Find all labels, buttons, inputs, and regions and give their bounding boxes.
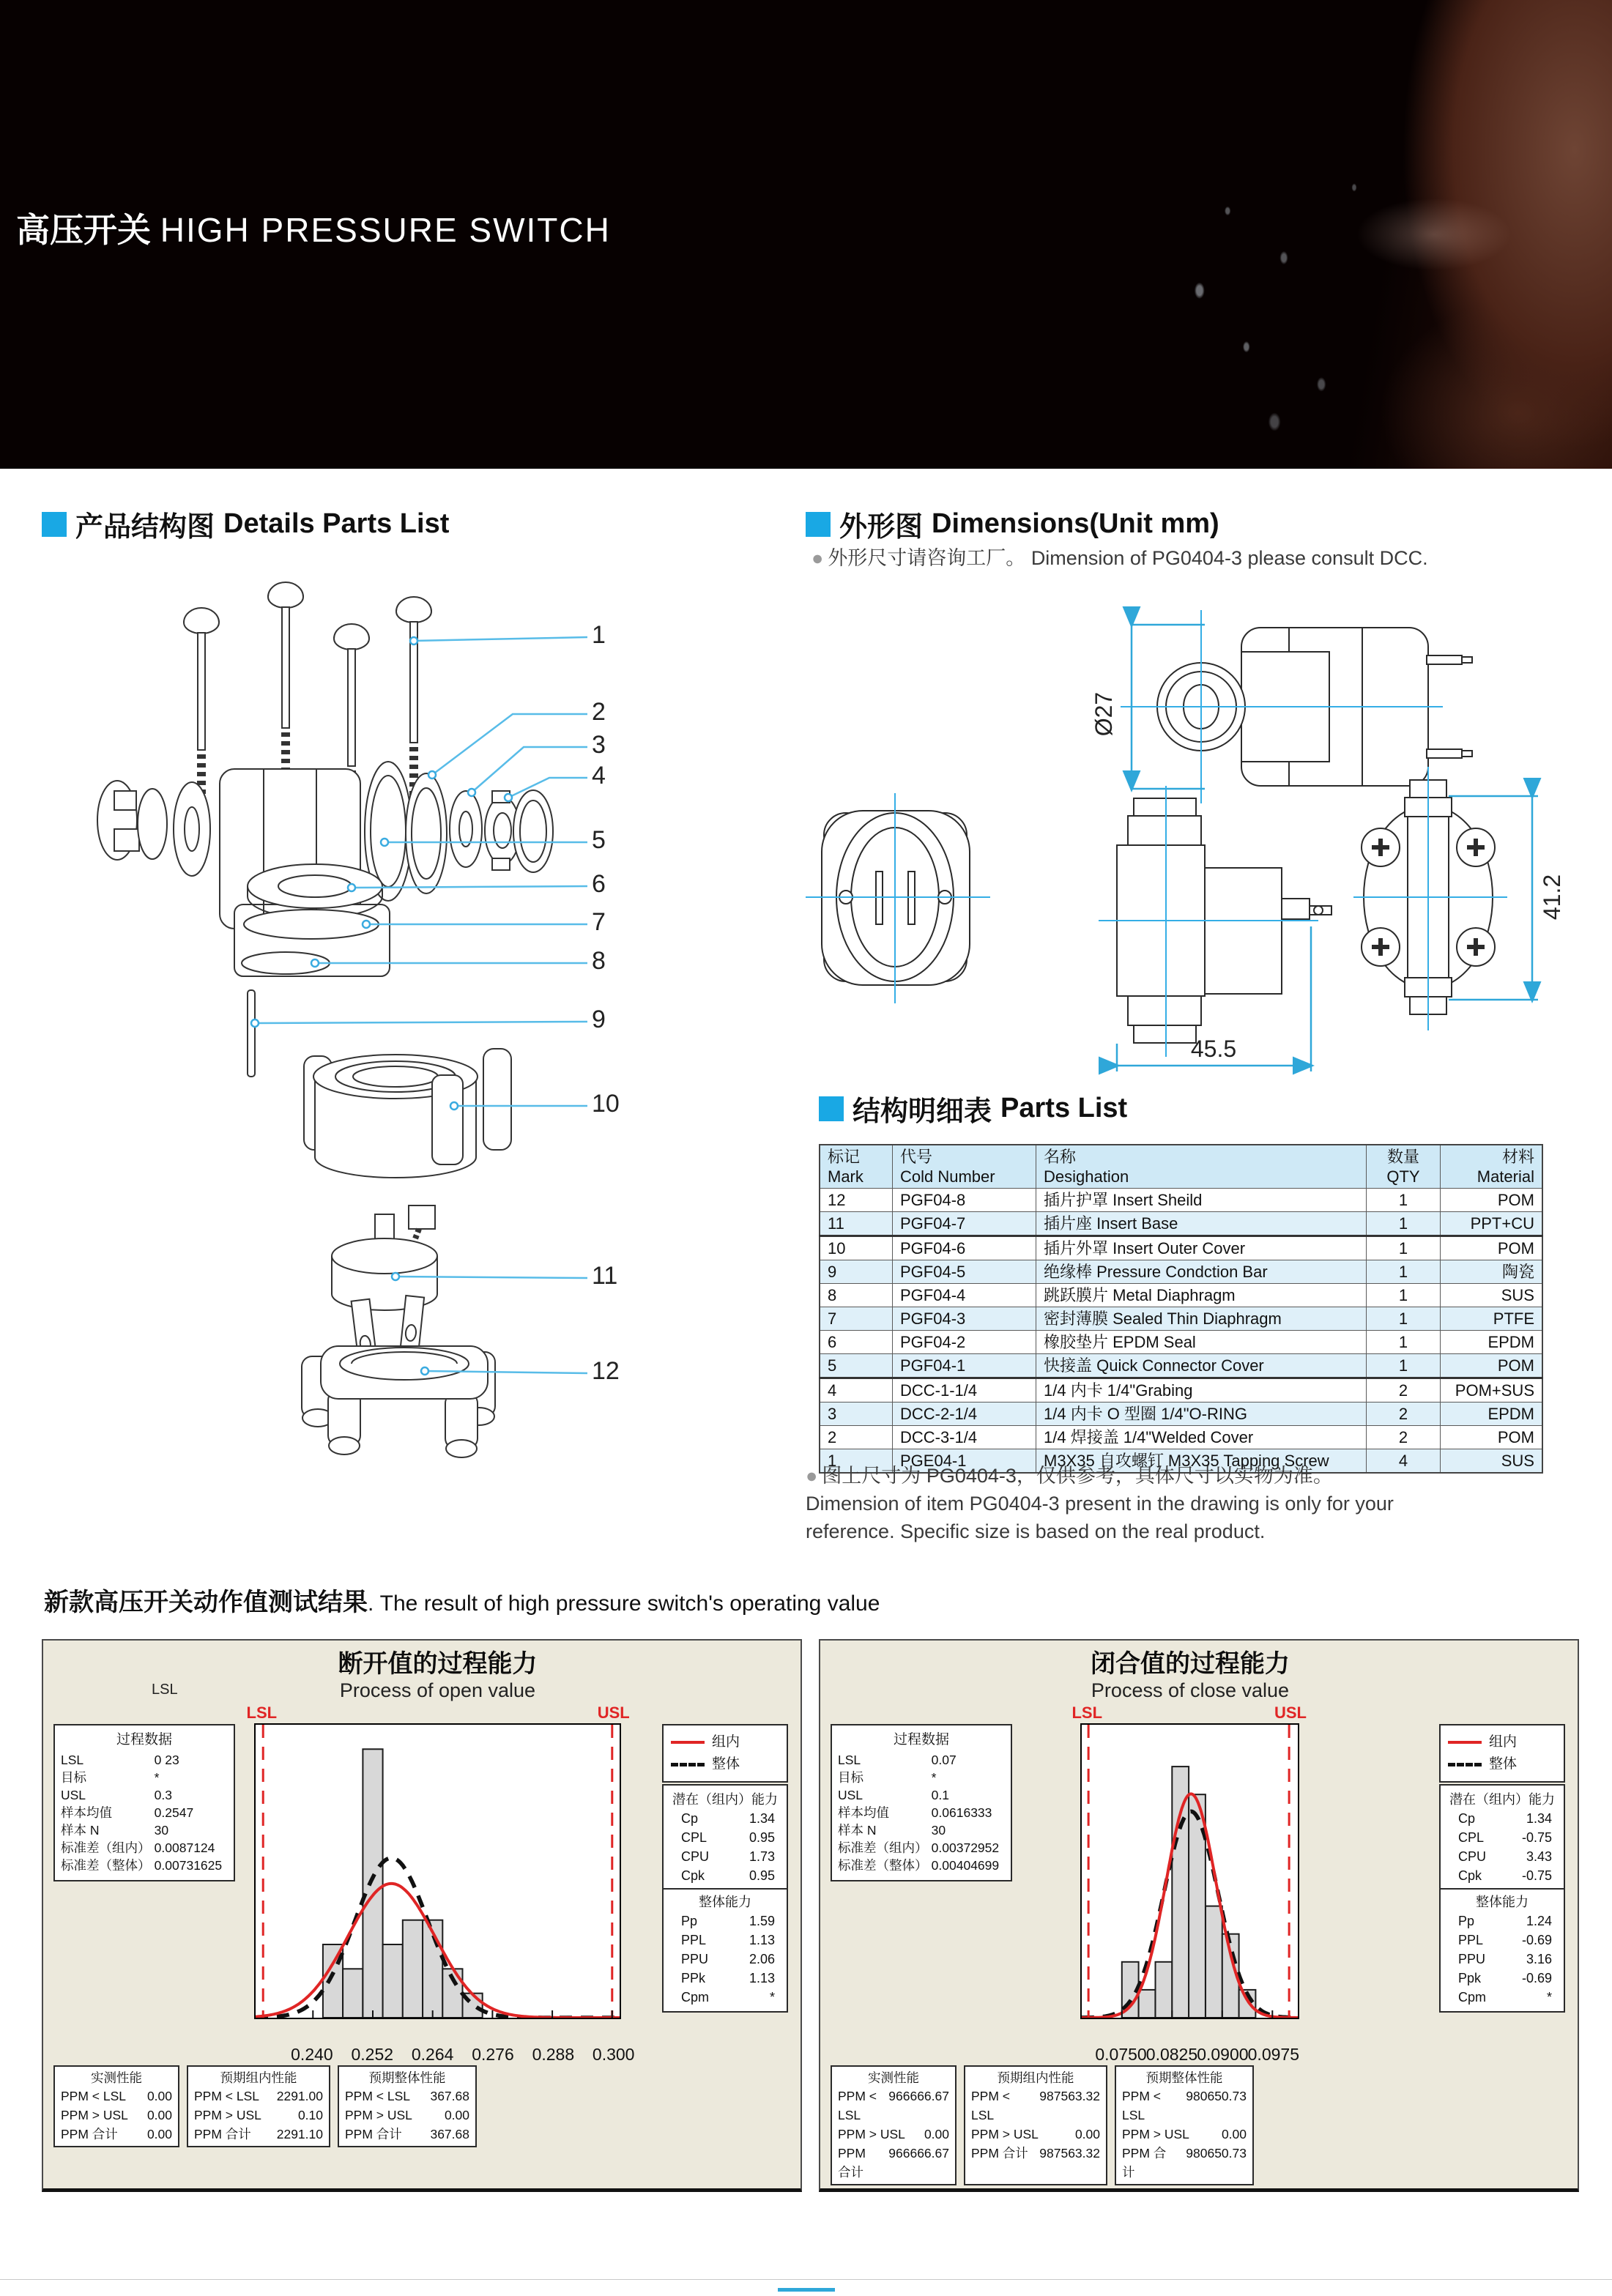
ppm-row: PPM < LSL 0.00 <box>61 2089 172 2103</box>
bullet-icon: ● <box>806 1465 818 1487</box>
ppm-row: PPM > USL 0.00 <box>838 2127 949 2141</box>
footer-accent <box>778 2288 835 2292</box>
stats-row: USL 0.1 <box>838 1788 949 1802</box>
capability-row: PPk 1.13 <box>681 1971 775 1985</box>
ppm-row: PPM < LSL 367.68 <box>345 2089 469 2103</box>
diaphragm-icon <box>244 910 379 939</box>
capability-row: PPL -0.69 <box>1458 1933 1552 1947</box>
section-parts-diagram-en: Details Parts List <box>223 508 450 539</box>
section-parts-list <box>819 1088 1127 1129</box>
capability-box: 潜在（组内）能力 Cp 1.34 CPL -0.75 CPU 3.43 Cpk -0.75 整体能力 Pp 1.24 PPL -0.69 PPU 3.16 Ppk -0.69 Cpm * <box>1439 1784 1565 2013</box>
parts-list-note: ● 图上尺寸为 PG0404-3，仅供参考，具体尺寸以实物为准。 Dimension of item PG0404-3 present in the drawing is only for your reference. Specific size is based on the real product. <box>806 1465 1394 1542</box>
x-axis: 0.0750 0.0825 0.0900 0.0975 <box>1095 2045 1299 2064</box>
section-dimensions-zh: 外形图 <box>839 512 924 543</box>
stats-row: LSL 0 23 <box>61 1753 179 1767</box>
callout-6: 6 <box>592 870 606 898</box>
callout-7: 7 <box>592 908 606 936</box>
switch-icon <box>332 1205 437 1368</box>
process-data-box: 过程数据 LSL 0.07 目标 * USL 0.1 样本均值 0.0616333 样本 N 30 标准差（组内） 0.00372952 标准差（整体） 0.00404699 <box>831 1724 1012 1881</box>
observed-performance: 实测性能 PPM < LSL 966666.67 PPM > USL 0.00 PPM 合计 966666.67 <box>831 2065 957 2185</box>
table-row: 1 PGE04-1 M3X35 自攻螺钉 M3X35 Tapping Screw 4 SUS <box>820 1449 1542 1474</box>
page-title <box>16 204 611 252</box>
table-row: 2 DCC-3-1/4 1/4 焊接盖 1/4"Welded Cover 2 POM <box>820 1426 1542 1449</box>
capability-row: PPU 3.16 <box>1458 1952 1552 1966</box>
capability-row: Pp 1.59 <box>681 1914 775 1928</box>
bullet-icon: ● <box>811 547 824 569</box>
table-row: 11 PGF04-7 插片座 Insert Base 1 PPT+CU <box>820 1212 1542 1236</box>
ring-stack-icon <box>406 773 553 893</box>
results-heading: 新款高压开关动作值测试结果. The result of high pressure switch's operating value <box>44 1589 880 1616</box>
chart-title: 断开值的过程能力 Process of open value <box>338 1650 538 1701</box>
capability-row: CPU 3.43 <box>1458 1849 1552 1864</box>
capability-row: PPL 1.13 <box>681 1933 775 1947</box>
expected-overall-performance: 预期整体性能 PPM < LSL 980650.73 PPM > USL 0.00 PPM 合计 980650.73 <box>1115 2065 1254 2185</box>
section-square-icon <box>806 512 831 537</box>
chart-close-value <box>819 1639 1579 2192</box>
legend-overall: 整体 <box>671 1753 779 1775</box>
stats-row: 样本均值 0.0616333 <box>838 1805 992 1820</box>
callout-5: 5 <box>592 826 606 854</box>
plot-area <box>246 1704 630 2019</box>
chart-title: 闭合值的过程能力 Process of close value <box>1091 1650 1290 1701</box>
callout-3: 3 <box>592 731 606 759</box>
capability-row: Cpm * <box>681 1990 775 2005</box>
capability-row: PPU 2.06 <box>681 1952 775 1966</box>
table-row: 12 PGF04-8 插片护罩 Insert Sheild 1 POM <box>820 1189 1542 1212</box>
floating-lsl-label: LSL <box>152 1682 178 1698</box>
callout-12: 12 <box>592 1357 620 1385</box>
footer-rule <box>0 2279 1612 2280</box>
section-parts-list-en: Parts List <box>1000 1093 1128 1123</box>
stats-row: 目标 * <box>838 1770 937 1785</box>
section-square-icon <box>42 512 67 537</box>
dimension-drawings <box>806 582 1604 1088</box>
rod-icon <box>248 990 255 1077</box>
dim-diameter-label: Ø27 <box>1091 691 1117 737</box>
histogram-svg <box>256 1725 620 2018</box>
performance-tables <box>831 2065 1254 2185</box>
table-row: 10 PGF04-6 插片外罩 Insert Outer Cover 1 POM <box>820 1236 1542 1260</box>
table-row: 5 PGF04-1 快接盖 Quick Connector Cover 1 POM <box>820 1354 1542 1378</box>
left-cap-icon <box>97 781 210 876</box>
stats-row: 标准差（组内） 0.00372952 <box>838 1840 1000 1855</box>
stats-row: 标准差（整体） 0.00404699 <box>838 1858 1000 1873</box>
histogram-svg <box>1082 1725 1298 2018</box>
section-dimensions-en: Dimensions(Unit mm) <box>932 508 1219 539</box>
ppm-row: PPM 合计 987563.32 <box>971 2146 1100 2161</box>
stats-row: 样本 N 30 <box>61 1823 169 1838</box>
section-dimensions <box>806 504 1219 544</box>
legend-overall: 整体 <box>1448 1753 1556 1775</box>
section-parts-list-zh: 结构明细表 <box>853 1096 992 1127</box>
chart-open-value <box>42 1639 802 2192</box>
capability-box: 潜在（组内）能力 Cp 1.34 CPL 0.95 CPU 1.73 Cpk 0.95 整体能力 Pp 1.59 PPL 1.13 PPU 2.06 PPk 1.13 Cpm * <box>662 1784 788 2013</box>
capability-row: Pp 1.24 <box>1458 1914 1552 1928</box>
parts-table <box>819 1144 1543 1474</box>
stats-row: 样本均值 0.2547 <box>61 1805 194 1820</box>
callout-8: 8 <box>592 947 606 975</box>
ppm-row: PPM 合计 980650.73 <box>1122 2146 1247 2180</box>
exploded-diagram <box>44 571 776 1509</box>
ppm-row: PPM > USL 0.00 <box>61 2108 172 2122</box>
dashed-line-icon <box>1448 1763 1482 1766</box>
ppm-row: PPM < LSL 987563.32 <box>971 2089 1100 2122</box>
dim-height-label: 41.2 <box>1539 874 1565 921</box>
parts-table-header-row: 标记 Mark 代号 Cold Number 名称 Desighation 数量 QTY 材料 Material <box>820 1145 1542 1189</box>
legend-within: 组内 <box>671 1731 779 1753</box>
legend <box>1439 1724 1565 1783</box>
capability-row: CPL 0.95 <box>681 1830 775 1845</box>
capability-row: CPU 1.73 <box>681 1849 775 1864</box>
expected-within-performance: 预期组内性能 PPM < LSL 2291.00 PPM > USL 0.10 PPM 合计 2291.10 <box>187 2065 330 2147</box>
callout-2: 2 <box>592 698 606 726</box>
stats-row: 标准差（组内） 0.0087124 <box>61 1840 215 1855</box>
table-row: 4 DCC-1-1/4 1/4 内卡 1/4"Grabing 2 POM+SUS <box>820 1378 1542 1403</box>
callout-4: 4 <box>592 762 606 790</box>
x-axis: 0.240 0.252 0.264 0.276 0.288 0.300 <box>291 2045 635 2064</box>
housing-icon <box>304 1049 511 1178</box>
lsl-label: LSL <box>246 1704 278 1722</box>
table-row: 6 PGF04-2 橡胶垫片 EPDM Seal 1 EPDM <box>820 1331 1542 1354</box>
table-row: 7 PGF04-3 密封薄膜 Sealed Thin Diaphragm 1 PTFE <box>820 1307 1542 1331</box>
capability-row: Cp 1.34 <box>681 1811 775 1826</box>
ppm-row: PPM < LSL 980650.73 <box>1122 2089 1247 2122</box>
capability-row: Cp 1.34 <box>1458 1811 1552 1826</box>
capability-row: Cpk -0.75 <box>1458 1868 1552 1883</box>
stats-row: USL 0.3 <box>61 1788 172 1802</box>
page-title-zh: 高压开关 <box>16 211 151 249</box>
callout-9: 9 <box>592 1006 606 1033</box>
ppm-row: PPM > USL 0.00 <box>1122 2127 1247 2141</box>
callout-1: 1 <box>592 621 606 649</box>
stats-row: 标准差（整体） 0.00731625 <box>61 1858 223 1873</box>
stats-row: 目标 * <box>61 1770 160 1785</box>
legend-within: 组内 <box>1448 1731 1556 1753</box>
ppm-row: PPM > USL 0.00 <box>345 2108 469 2122</box>
dim-width-label: 45.5 <box>1190 1036 1237 1062</box>
expected-within-performance: 预期组内性能 PPM < LSL 987563.32 PPM > USL 0.00 PPM 合计 987563.32 <box>964 2065 1107 2185</box>
ppm-row: PPM < LSL 2291.00 <box>194 2089 323 2103</box>
red-line-icon <box>1448 1741 1482 1744</box>
table-row: 3 DCC-2-1/4 1/4 内卡 O 型圈 1/4"O-RING 2 EPDM <box>820 1403 1542 1426</box>
usl-label: USL <box>1274 1704 1307 1722</box>
process-data-box: 过程数据 LSL 0 23 目标 * USL 0.3 样本均值 0.2547 样本 N 30 标准差（组内） 0.0087124 标准差（整体） 0.00731625 <box>53 1724 235 1881</box>
ppm-row: PPM > USL 0.00 <box>971 2127 1100 2141</box>
red-line-icon <box>671 1741 705 1744</box>
table-row: 9 PGF04-5 绝缘棒 Pressure Condction Bar 1 陶瓷 <box>820 1260 1542 1284</box>
stats-row: 样本 N 30 <box>838 1823 946 1838</box>
performance-tables <box>53 2065 477 2147</box>
capability-row: Cpk 0.95 <box>681 1868 775 1883</box>
lsl-label: LSL <box>1071 1704 1103 1722</box>
dashed-line-icon <box>671 1763 705 1766</box>
ppm-row: PPM 合计 0.00 <box>61 2127 172 2141</box>
section-square-icon <box>819 1096 844 1121</box>
ppm-row: PPM 合计 367.68 <box>345 2127 469 2141</box>
page-title-en: HIGH PRESSURE SWITCH <box>160 211 611 249</box>
observed-performance: 实测性能 PPM < LSL 0.00 PPM > USL 0.00 PPM 合计 0.00 <box>53 2065 179 2147</box>
base-cover-icon <box>302 1346 495 1457</box>
callout-10: 10 <box>592 1090 620 1118</box>
section-parts-diagram-zh: 产品结构图 <box>75 512 215 543</box>
hero-band <box>0 0 1612 469</box>
ppm-row: PPM 合计 2291.10 <box>194 2127 323 2141</box>
dimensions-note: ● 外形尺寸请咨询工厂。 Dimension of PG0404-3 please consult DCC. <box>811 547 1428 569</box>
plot-area <box>1071 1704 1307 2019</box>
capability-row: CPL -0.75 <box>1458 1830 1552 1845</box>
expected-overall-performance: 预期整体性能 PPM < LSL 367.68 PPM > USL 0.00 PPM 合计 367.68 <box>338 2065 477 2147</box>
stats-row: LSL 0.07 <box>838 1753 957 1767</box>
usl-label: USL <box>597 1704 630 1722</box>
callout-11: 11 <box>592 1262 618 1290</box>
ppm-row: PPM 合计 966666.67 <box>838 2146 949 2180</box>
capability-row: Ppk -0.69 <box>1458 1971 1552 1985</box>
section-parts-diagram <box>42 504 449 544</box>
table-row: 8 PGF04-4 跳跃膜片 Metal Diaphragm 1 SUS <box>820 1284 1542 1307</box>
hero-photo <box>1143 0 1612 469</box>
ppm-row: PPM < LSL 966666.67 <box>838 2089 949 2122</box>
legend <box>662 1724 788 1783</box>
ppm-row: PPM > USL 0.10 <box>194 2108 323 2122</box>
capability-row: Cpm * <box>1458 1990 1552 2005</box>
